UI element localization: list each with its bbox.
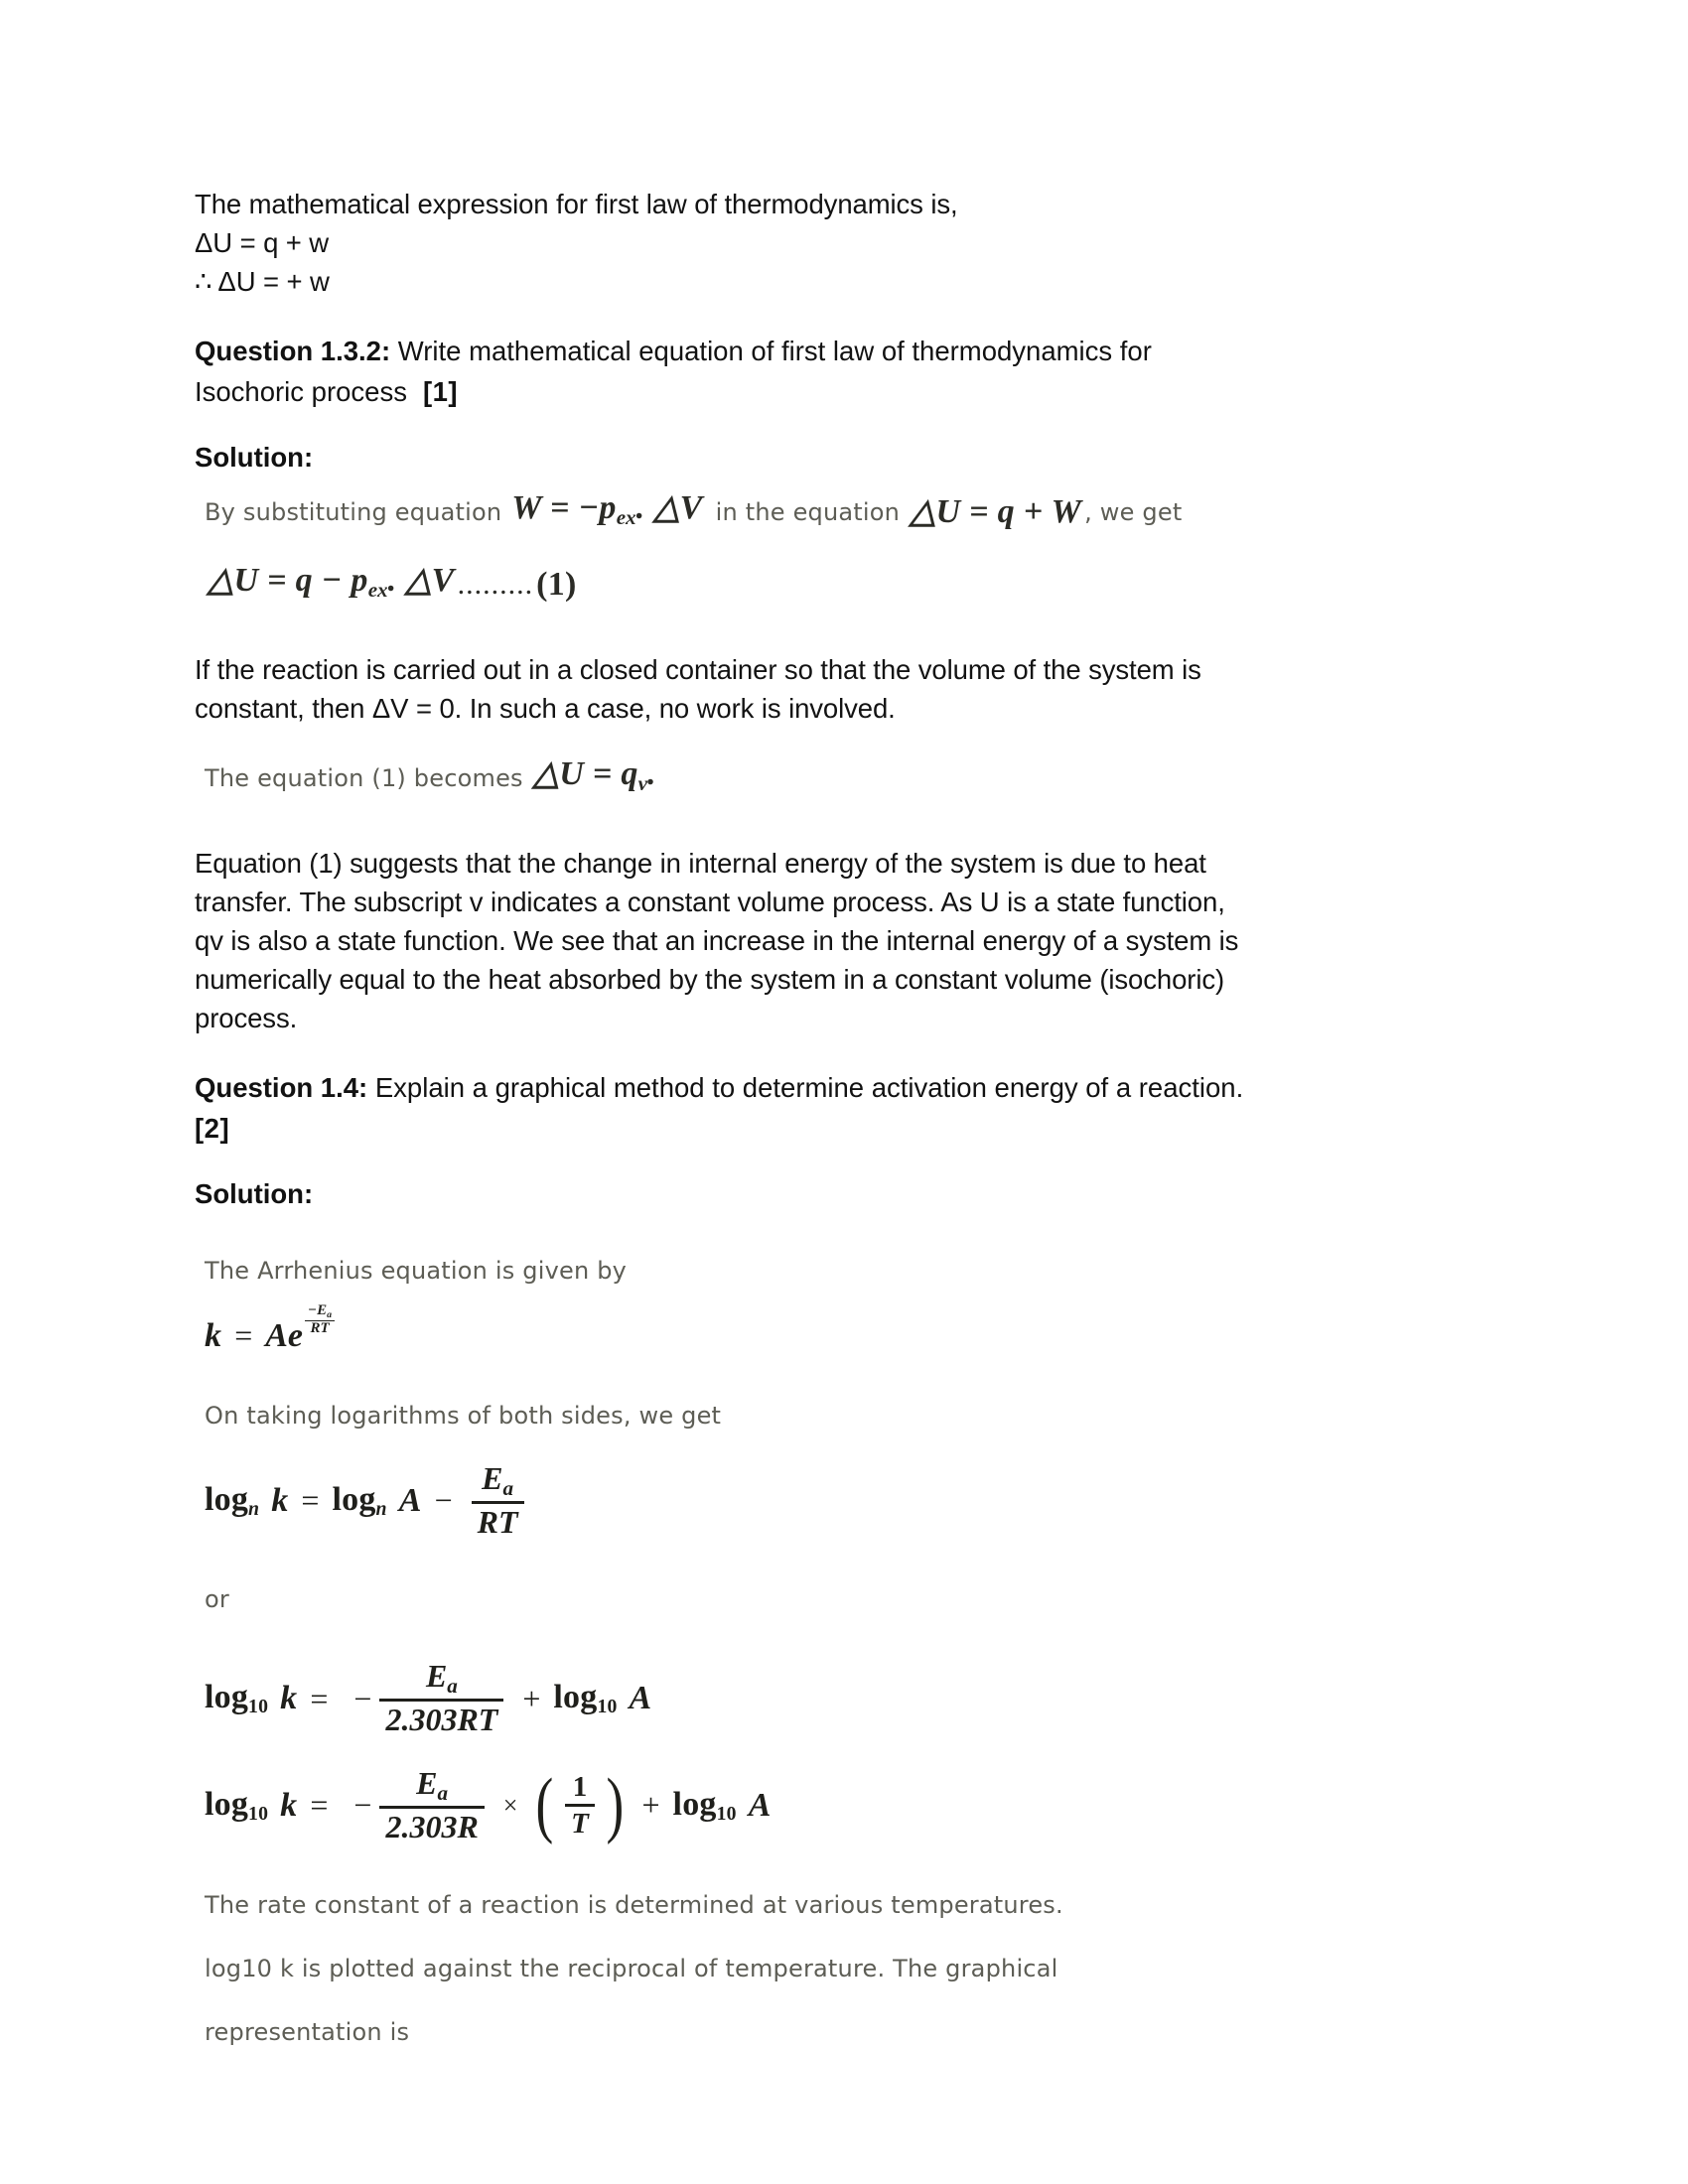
log-10b-fraction	[379, 1767, 484, 1844]
log-10a-rhs	[553, 1679, 617, 1718]
math-display-eq-tail: . △V	[387, 561, 455, 599]
spacer	[195, 412, 1456, 442]
spacer	[195, 728, 1456, 757]
arrhenius-exp-fraction	[305, 1303, 335, 1337]
eq-suggests-line-1: Equation (1) suggests that the change in internal energy of the system is due to heat	[195, 847, 1206, 879]
log-10a-denominator: 2.303RT	[385, 1702, 498, 1738]
math-becomes-expr-tail: .	[647, 754, 656, 792]
log-10a-plus: +	[522, 1680, 541, 1716]
or-text: or	[205, 1585, 229, 1614]
log-n-equation	[205, 1459, 1456, 1540]
log-n-minus: −	[434, 1482, 453, 1518]
log-n-lhs-log: log	[205, 1480, 249, 1518]
intro-line-2: ΔU = q + w	[195, 227, 330, 258]
log-intro-line	[205, 1399, 1456, 1433]
intro-line-3: ∴ ΔU = + w	[195, 266, 330, 297]
question-1-4-marks: [2]	[195, 1112, 230, 1144]
math-expr-w-sub: ex	[616, 504, 636, 529]
intro-block	[195, 185, 1456, 301]
log-10a-num-text: E	[425, 1658, 448, 1695]
question-1-4-body: Explain a graphical method to determine activation energy of a reaction.	[374, 1071, 1244, 1103]
math-display-eq-main	[208, 561, 455, 607]
log-10a-lhs	[205, 1679, 268, 1718]
math-expr-w	[511, 491, 702, 534]
intro-line-1: The mathematical expression for first law of thermodynamics is,	[195, 189, 958, 219]
log-n-denominator: RT	[477, 1503, 518, 1540]
eq-suggests-line-2: transfer. The subscript v indicates a constant volume process. As U is a state function,	[195, 886, 1225, 917]
log-10b-plus: +	[641, 1787, 660, 1824]
question-1-4-heading	[195, 1067, 1456, 1149]
closed-container-paragraph	[195, 650, 1456, 728]
spacer	[195, 1737, 1456, 1767]
math-becomes-expr-main: △U = q	[532, 754, 638, 792]
math-substitute-line	[205, 491, 1456, 534]
log-n-num-sub: a	[502, 1475, 514, 1500]
log-10a-lhs-sub: 10	[248, 1696, 269, 1718]
log-10a-rhs-sub: 10	[597, 1696, 618, 1718]
closing-line-1	[205, 1888, 1456, 1922]
log-10a-minus: −	[353, 1680, 372, 1716]
spacer	[195, 1433, 1456, 1462]
equation-suggests-paragraph	[195, 844, 1456, 1037]
paren-close: )	[606, 1764, 625, 1846]
question-1-3-2-marks: [1]	[422, 376, 459, 407]
spacer	[195, 800, 1456, 844]
spacer	[195, 607, 1456, 650]
spacer	[195, 1616, 1456, 1660]
spacer	[195, 1985, 1456, 2015]
log-n-rhs-sub: n	[375, 1497, 387, 1520]
math-display-number: (1)	[536, 566, 577, 604]
log-10a-lhs-log: log	[205, 1679, 249, 1716]
log-10a-rhs-log: log	[553, 1679, 598, 1716]
spacer	[195, 1355, 1456, 1399]
math-display-eq-lhs: △U = q − p	[208, 561, 368, 599]
log-intro-text: On taking logarithms of both sides, we get	[205, 1401, 722, 1430]
log-10a-equals: =	[310, 1680, 329, 1716]
arrhenius-intro-text: The Arrhenius equation is given by	[205, 1256, 628, 1285]
log-10b-rhs-var: A	[748, 1786, 772, 1824]
log-10b-rhs-sub: 10	[716, 1802, 737, 1825]
math-becomes-prefix: The equation (1) becomes	[205, 764, 523, 793]
closing-line-2	[205, 1952, 1456, 1985]
question-1-4-space	[367, 1072, 375, 1103]
log-10b-inner-numerator: 1	[572, 1770, 588, 1803]
log-10b-lhs-log: log	[205, 1785, 249, 1823]
log-n-equals: =	[301, 1482, 320, 1518]
spacer	[195, 1210, 1456, 1254]
log-n-rhs-log: log	[332, 1480, 376, 1518]
arrhenius-exponent	[303, 1303, 337, 1337]
closing-line-3	[205, 2015, 1456, 2049]
math-expr-w-tail: . △V	[635, 489, 703, 526]
log-n-lhs-var: k	[271, 1481, 289, 1519]
arrhenius-exp-num-text: −E	[308, 1301, 328, 1318]
closing-text-2-pre: log	[205, 1954, 242, 1982]
spacer	[195, 1037, 1456, 1067]
log-10b-num-sub: a	[437, 1780, 449, 1805]
math-expr-u: △U = q + W	[910, 493, 1082, 531]
log-n-lhs-sub: n	[248, 1497, 260, 1520]
arrhenius-equation	[205, 1301, 1456, 1355]
spacer	[195, 534, 1456, 564]
math-display-eq-sub: ex	[367, 577, 388, 602]
math-becomes-line	[205, 754, 1456, 800]
math-becomes-expr-sub: v	[637, 770, 647, 795]
log-10a-num-sub: a	[447, 1674, 458, 1699]
arrhenius-equals: =	[234, 1317, 253, 1354]
question-1-3-2-block	[195, 331, 1456, 412]
log-n-rhs-var: A	[398, 1481, 422, 1519]
log-10b-inner-denominator: T	[571, 1808, 589, 1841]
math-lead-text-2: in the equation	[715, 498, 901, 527]
log-10a-fraction	[379, 1660, 503, 1737]
log-10b-rhs-log: log	[672, 1785, 717, 1823]
paren-open: (	[535, 1764, 554, 1846]
log-10b-lhs	[205, 1786, 268, 1826]
eq-suggests-line-5: process.	[195, 1002, 298, 1033]
spacer	[195, 1844, 1456, 1888]
math-lead-text-3: , we get	[1084, 498, 1183, 527]
log-10b-numerator	[410, 1767, 454, 1806]
spacer	[195, 1922, 1456, 1952]
spacer	[195, 1149, 1456, 1178]
arrhenius-intro-line	[205, 1254, 1456, 1288]
solution-label-1: Solution:	[195, 442, 314, 473]
log-10b-minus: −	[353, 1787, 372, 1824]
math-expr-w-main: W = −p	[511, 489, 617, 526]
closing-text-1: The rate constant of a reaction is determined at various temperatures.	[205, 1890, 1063, 1919]
question-1-3-2-body: Write mathematical equation of first law of thermodynamics for	[397, 336, 1152, 366]
log-n-num-text: E	[482, 1459, 503, 1496]
arrhenius-lhs: k	[205, 1316, 222, 1354]
solution-label-2: Solution:	[195, 1177, 314, 1209]
log-10b-lhs-sub: 10	[248, 1802, 269, 1825]
eq-suggests-line-4: numerically equal to the heat absorbed by the system in a constant volume (isochoric)	[195, 963, 1225, 995]
question-1-4-label: Question 1.4:	[195, 1071, 368, 1103]
spacer	[195, 1288, 1456, 1320]
log-10a-lhs-var: k	[280, 1680, 298, 1717]
log-10-equation-a	[205, 1660, 1456, 1737]
or-line	[205, 1582, 1456, 1616]
question-1-3-2-line2: Isochoric process	[195, 376, 407, 407]
closing-text-3: representation is	[205, 2017, 410, 2046]
closing-text-2-sub: 10	[241, 1954, 273, 1982]
arrhenius-exp-denominator: RT	[310, 1320, 330, 1337]
log-10b-rhs	[673, 1786, 737, 1826]
log-n-rhs	[332, 1481, 386, 1521]
question-1-3-2-heading	[195, 331, 1456, 412]
log-10b-denominator: 2.303R	[385, 1809, 479, 1845]
log-10b-equals: =	[310, 1787, 329, 1824]
spacer	[195, 301, 1456, 331]
closing-text-2-post: k is plotted against the reciprocal of temperature. The graphical	[272, 1954, 1058, 1982]
eq-suggests-line-3: qv is also a state function. We see that an increase in the internal energy of a system is	[195, 924, 1239, 956]
spacer	[195, 1539, 1456, 1582]
question-1-3-2-label: Question 1.3.2:	[195, 336, 391, 366]
log-n-lhs	[205, 1481, 259, 1521]
closed-container-line-1: If the reaction is carried out in a closed container so that the volume of the system is	[195, 653, 1201, 685]
question-1-4-block	[195, 1067, 1456, 1149]
log-10b-lhs-var: k	[280, 1786, 298, 1824]
arrhenius-base: Ae	[265, 1316, 304, 1354]
log-10b-times: ×	[502, 1790, 518, 1820]
page-content	[195, 185, 1456, 2049]
arrhenius-exp-numerator	[305, 1303, 335, 1320]
log-10a-numerator	[420, 1660, 464, 1699]
arrhenius-rhs	[265, 1301, 337, 1355]
math-display-eq-1	[205, 561, 1456, 607]
log-10a-rhs-var: A	[629, 1680, 652, 1717]
log-n-fraction	[472, 1459, 524, 1540]
question-1-3-2-text	[390, 336, 398, 366]
closed-container-line-2: constant, then ΔV = 0. In such a case, no work is involved.	[195, 692, 896, 724]
math-lead-text-1: By substituting equation	[205, 498, 502, 527]
log-10b-inner-fraction	[565, 1772, 595, 1840]
log-10-equation-b	[205, 1764, 1456, 1846]
math-becomes-expr	[532, 754, 656, 800]
log-10b-num-text: E	[416, 1765, 438, 1802]
spacer	[195, 474, 1456, 491]
log-n-numerator	[476, 1459, 519, 1501]
arrhenius-exp-num-sub: a	[327, 1308, 333, 1320]
math-display-dots: .........	[457, 568, 534, 602]
